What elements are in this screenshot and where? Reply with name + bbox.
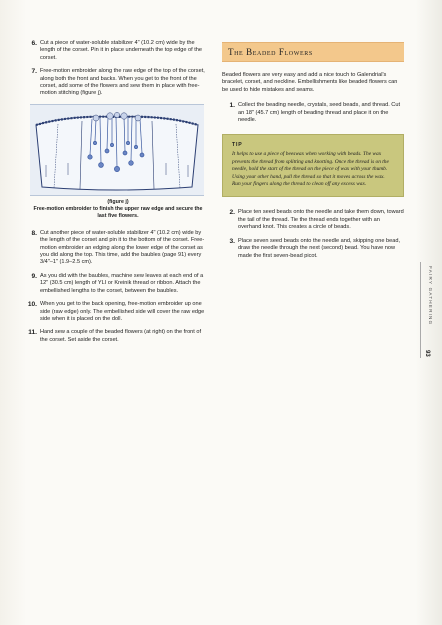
left-column [24, 40, 206, 350]
instruction-step [24, 68, 206, 98]
step-list-right-top [222, 102, 404, 124]
instruction-step [24, 273, 206, 295]
step-number: 10. [27, 301, 37, 309]
step-list-right-bottom [222, 209, 404, 259]
step-number: 1. [229, 102, 235, 110]
tip-text: It helps to use a piece of beeswax when working with beads. The wax prevents the thread from splitting and knotting. Once the thread is on the needle, hold the start of the thread on the piece of wax with your thumb. Using your other hand, pull the thread so that it moves across the wax. Run your fingers along the thread to clean off any excess wax. [232, 151, 389, 188]
page-number: 93 [424, 350, 430, 357]
figure-caption-text: Free-motion embroider to finish the upper raw edge and secure the last five flowers. [33, 205, 203, 219]
instruction-step [24, 40, 206, 62]
step-text: Hand sew a couple of the beaded flowers (at right) on the front of the corset. Set aside the corset. [40, 329, 202, 343]
figure-caption-label: (figure j) [107, 198, 129, 205]
step-number: 3. [229, 237, 235, 245]
right-column [222, 42, 404, 266]
instruction-step [222, 209, 404, 231]
instruction-step [24, 329, 206, 344]
instruction-step [222, 102, 404, 124]
step-number: 9. [31, 272, 37, 280]
step-text: Free-motion embroider along the raw edge of the top of the corset, along both the front and backs. When you get to the front of the corset, add some of the flowers and sew them in place with free-motion stitching (figure j). [40, 68, 205, 97]
tip-box [222, 134, 404, 197]
step-text: Cut another piece of water-soluble stabilizer 4" (10.2 cm) wide by the length of the corset and pin it to the bottom of the corset. Free-motion embroider an edging along the lower edge of the corset as you did along the top. This time, add the baubles (page 91) every 3/4"–1" (1.9–2.5 cm). [40, 229, 205, 266]
step-text: When you get to the back opening, free-motion embroider up one side (raw edge) only. The embellished side will cover the raw edge side when it is placed on the doll. [40, 301, 205, 322]
step-list-bottom [24, 230, 206, 344]
section-title-bar [222, 42, 404, 62]
step-number: 6. [31, 40, 37, 47]
side-tab [413, 0, 442, 625]
instruction-step [24, 230, 206, 267]
corset-drawing [30, 105, 204, 195]
step-number: 11. [28, 329, 37, 337]
step-text: Place seven seed beads onto the needle and, skipping one bead, draw the needle through the next (second) bead. You have now made the first seven-bead picot. [238, 237, 401, 259]
step-number: 8. [31, 229, 37, 237]
step-number: 2. [229, 209, 235, 217]
step-text: Cut a piece of water-soluble stabilizer 4" (10.2 cm) wide by the length of the corset. Pin it in place underneath the top edge of the corset. [40, 40, 203, 61]
running-head: FAIRY GATHERING [428, 266, 433, 326]
step-text: Place ten seed beads onto the needle and take them down, toward the tail of the thread. Tie the thread ends together with an overhand knot. This creates a circle of beads. [238, 209, 404, 231]
section-title: The Beaded Flowers [228, 47, 313, 57]
step-list-top [24, 40, 206, 98]
step-text: Collect the beading needle, crystals, seed beads, and thread. Cut an 18" (45.7 cm) length of beading thread and place it on the needle. [238, 102, 401, 124]
instruction-step [222, 238, 404, 260]
step-number: 7. [31, 68, 37, 76]
figure-j-illustration [30, 104, 204, 196]
tip-label: TIP [232, 142, 243, 149]
step-text: As you did with the baubles, machine sew leaves at each end of a 12" (30.5 cm) length of YLI or Kreinik thread or ribbon. Attach the embellished lengths to the corset, between the baubles. [40, 272, 204, 294]
figure-caption [30, 199, 206, 220]
intro-paragraph: Beaded flowers are very easy and add a nice touch to Galendrial's bracelet, corset, and neckline. Embellishments like beaded flowers can be used to hide mistakes and seams. [222, 72, 398, 93]
side-divider [420, 262, 421, 358]
instruction-step [24, 301, 206, 323]
